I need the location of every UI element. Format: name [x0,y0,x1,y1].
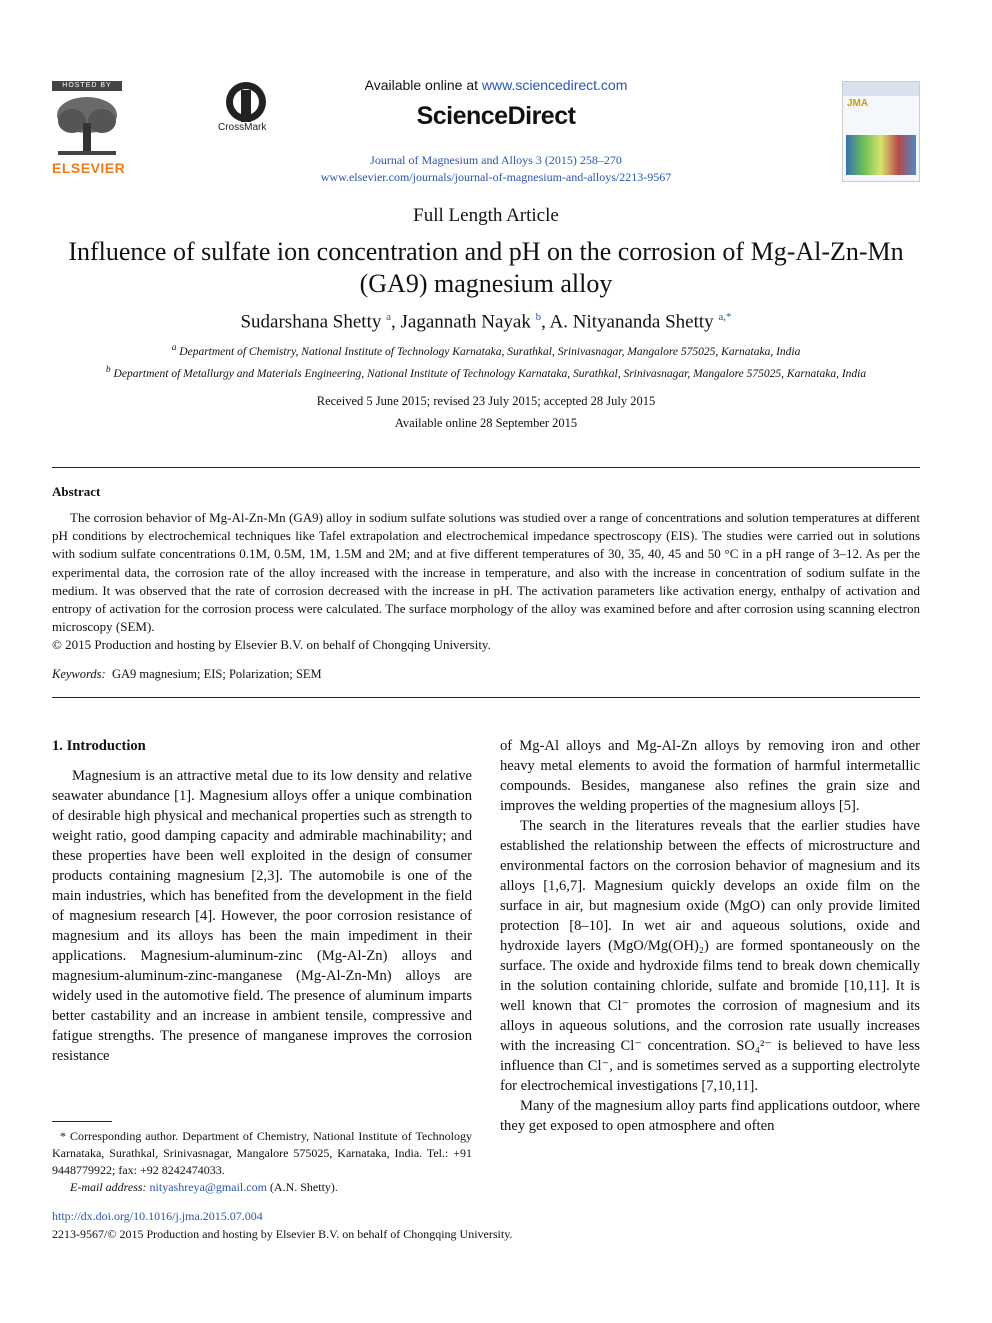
elsevier-wordmark: ELSEVIER [52,160,126,176]
issn-line: 2213-9567/© 2015 Production and hosting by Elsevier B.V. on behalf of Chongqing University. [52,1227,513,1241]
author-affil-ref[interactable]: a [386,311,392,323]
author-name: A. Nityananda Shetty [549,311,714,333]
abstract-body [52,509,920,655]
keywords [52,667,322,682]
abstract-text: The corrosion behavior of Mg-Al-Zn-Mn (GA9) alloy in sodium sulfate solutions was studied over a range of concentrations and solution temperatures at different pH conditions by electrochemical techniques like Tafel extrapolation and electrochemical impedance spectroscopy (EIS). The studies were carried out in solutions with sodium sulfate concentrations 0.1M, 0.5M, 1M, 1.5M and 2M; and at five different temperatures of 30, 35, 40, 45 and 50 °C in a pH range of 3–12. As per the experimental data, the corrosion rate of the alloy increased with the increase in temperature, and also with the increase in concentration of sodium sulfate in the medium. It was observed that the rate of corrosion decreased with the increase in pH. The activation parameters like activation energy, enthalpy of activation and entropy of activation for the corrosion process were calculated. The surface morphology of the alloy was examined before and after corrosion using scanning electron microscopy (SEM). [52,510,920,635]
divider [52,697,920,698]
footnote [52,1128,472,1196]
author-name: Sudarshana Shetty [240,311,382,333]
sciencedirect-link[interactable]: www.sciencedirect.com [481,77,628,93]
section-heading: 1. Introduction [52,738,146,754]
affiliations [52,339,920,383]
article-type: Full Length Article [413,205,559,226]
affil-marker: b [105,363,111,375]
email-link[interactable]: nityashreya@gmail.com [149,1180,267,1194]
abstract-heading: Abstract [52,484,101,499]
email-suffix: (A.N. Shetty). [269,1180,338,1194]
journal-cover-label: JMA [847,98,869,109]
paragraph: of Mg-Al alloys and Mg-Al-Zn alloys by removing iron and other heavy metal elements to avoid the formation of harmful intermetallic compounds. Besides, manganese also refines the grain size and improves the welding properties of the magnesium alloys [5]. [500,738,920,814]
sciencedirect-brand: ScienceDirect [416,102,576,130]
left-column [52,736,472,1066]
keywords-list: GA9 magnesium; EIS; Polarization; SEM [111,667,322,681]
email-label: E-mail address: [70,1180,147,1194]
journal-citation-link[interactable]: Journal of Magnesium and Alloys 3 (2015) 258–270 [370,153,622,167]
author-list: Sudarshana Shetty $^a$, Jagannath Nayak $^b$, A. Nityananda Shetty $^{a,*}$ [240,311,732,333]
journal-cover [842,81,920,182]
corresponding-author: * Corresponding author. Department of Chemistry, National Institute of Technology Karnataka, Surathkal, Srinivasnagar, Mangalore 575025, Karnataka, India. Tel.: +91 9448779922; fax: +92 8242474033. [52,1129,472,1177]
journal-cover-image [846,135,916,175]
journal-url-link[interactable]: www.elsevier.com/journals/journal-of-magnesium-and-alloys/2213-9567 [320,170,672,184]
received-dates: Received 5 June 2015; revised 23 July 2015; accepted 28 July 2015 [316,394,656,408]
author-affil-ref[interactable]: b [535,311,542,323]
crossmark-label: CrossMark [218,122,267,133]
footnote-rule [52,1121,112,1122]
paragraph: The search in the literatures reveals that the earlier studies have established the relationship between the effects of microstructure and environmental factors on the corrosion behavior of magnesium and its alloys [1,6,7]. Magnesium quickly develops an oxide film on the surface in air, but magnesium oxide (MgO) can only provide limited protection [8–10]. In wet air and aqueous solutions, oxide and hydroxide layers (MgO/Mg(OH)₂) are formed spontaneously on the surface. The oxide and hydroxide films tend to break down chemically in the solution containing chloride, sulfate and bromide [10,11]. It is well known that Cl⁻ promotes the corrosion of magnesium and its alloys in aqueous solutions, and the corrosion rate usually increases with the increasing Cl⁻ concentration. SO₄²⁻ is believed to have less influence than Cl⁻, and is sometimes served as a supporting electrolyte for electrochemical investigations [7,10,11]. [500,818,920,1094]
hosted-by-label: HOSTED BY [52,81,122,91]
right-column [500,736,920,1136]
email-line [52,1179,472,1196]
doi-link[interactable]: http://dx.doi.org/10.1016/j.jma.2015.07.004 [52,1209,263,1223]
paragraph: Magnesium is an attractive metal due to its low density and relative seawater abundance [1]. Magnesium alloys offer a unique combination of desirable high physical and mechanical properties such as strength to weight ratio, good damping capacity and admirable machinability; and these properties have been well exploited in the design of consumer products containing magnesium [2,3]. The automobile is one of the main industries, which has benefited from the development in the field of magnesium research [4]. However, the poor corrosion resistance of magnesium and its alloys has been the main impediment in their applications. Magnesium-aluminum-zinc (Mg-Al-Zn) alloys and magnesium-aluminum-zinc-manganese (Mg-Al-Zn-Mn) alloys are widely used in the automotive field. The presence of aluminum imparts better castability and an increase in ambient tensile, compressive and fatigue strengths. The presence of manganese improves the corrosion resistance [52,768,472,1064]
available-date: Available online 28 September 2015 [394,416,578,430]
article-title: Influence of sulfate ion concentration and pH on the corrosion of Mg-Al-Zn-Mn (GA9) magnesium alloy [68,237,904,298]
author-affil-ref[interactable]: a,* [718,311,732,323]
page-footer [52,1207,512,1243]
paragraph: Many of the magnesium alloy parts find applications outdoor, where they get exposed to open atmosphere and often [500,1098,920,1134]
affiliation: Department of Chemistry, National Institute of Technology Karnataka, Surathkal, Srinivasnagar, Mangalore 575025, Karnataka, India [179,345,801,358]
divider [52,467,920,468]
affiliation: Department of Metallurgy and Materials Engineering, National Institute of Technology Karnataka, Surathkal, Srinivasnagar, Mangalore 575025, Karnataka, India [113,367,867,380]
affil-marker: a [171,342,177,353]
available-online-prefix: Available online at [364,77,482,93]
author-name: Jagannath Nayak [400,311,531,333]
abstract-copyright: © 2015 Production and hosting by Elsevier B.V. on behalf of Chongqing University. [52,637,491,653]
keywords-label: Keywords: [52,667,106,681]
